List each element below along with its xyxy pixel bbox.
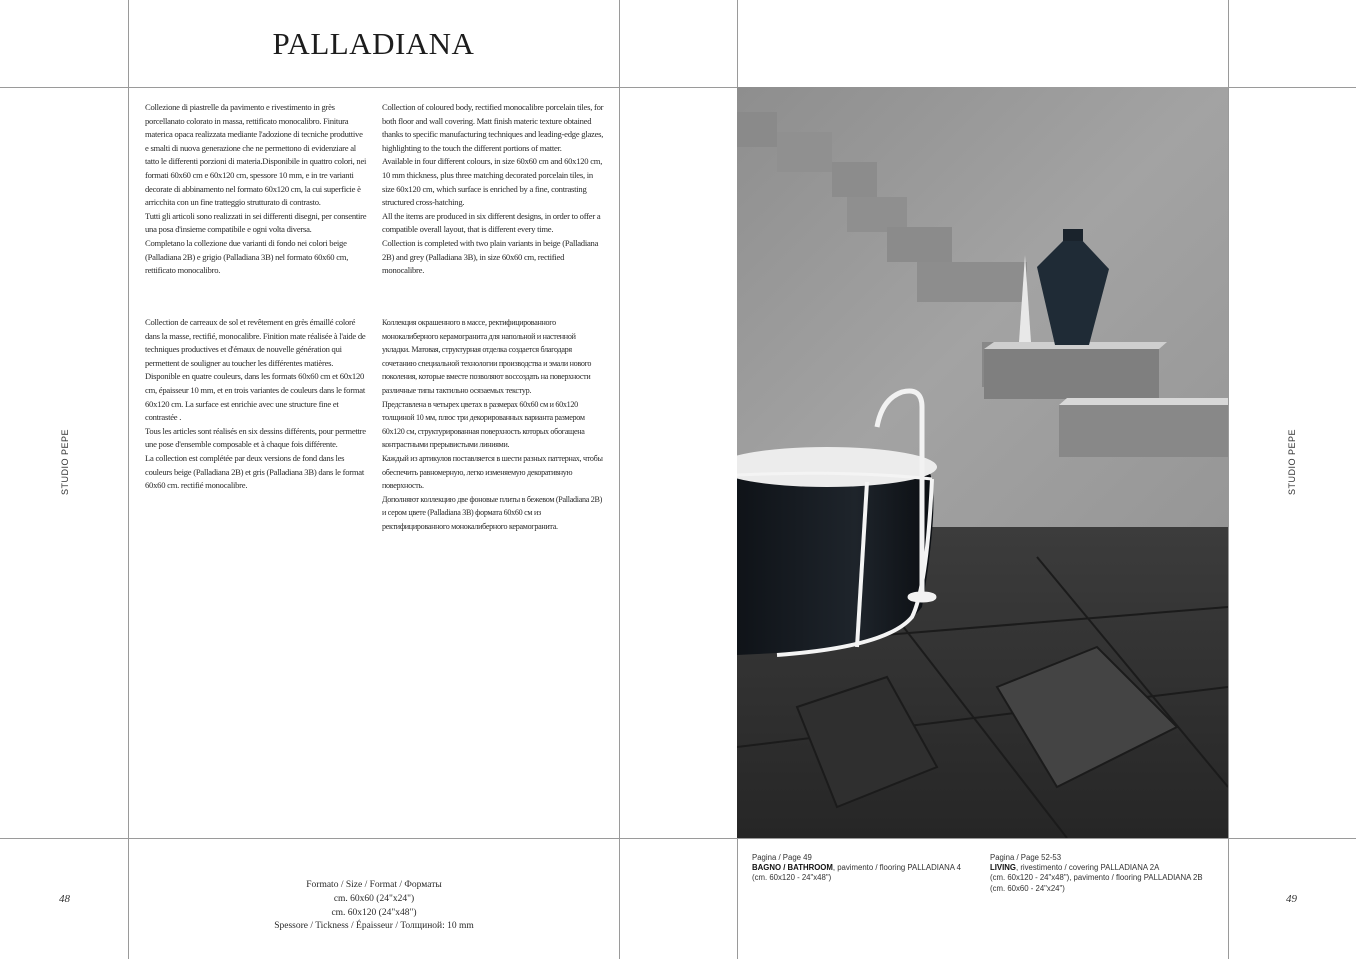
paragraph: Tous les articles sont réalisés en six dessins différents, pour permettre une pose d'ensemble composable et à chaque fois différente. bbox=[145, 425, 366, 450]
format-line: cm. 60x60 (24"x24") bbox=[333, 893, 415, 904]
format-info bbox=[250, 879, 498, 934]
caption-page-ref: Pagina / Page 49 bbox=[752, 853, 812, 862]
paragraph: Представлена в четырех цветах в размерах 60x60 см и 60x120 толщиной 10 мм, плюс три декорированных варианта размером 60x120 см, структурированная поверхность которых обогащена контрастными прерывистыми линиями. bbox=[382, 399, 585, 450]
paragraph: Completano la collezione due varianti di fondo nei colori beige (Palladiana 2B) e grigio (Palladiana 3B) nel formato 60x60 cm, rettificato monocalibro. bbox=[145, 237, 349, 276]
paragraph: Collection de carreaux de sol et revêtement en grès émaillé coloré dans la masse, rectifié, monocalibre. Finition mate réalisée à l'aide de techniques productives et d'émaux de nouvelle génération qui permettent de souligner au toucher les différentes matières. bbox=[145, 317, 366, 368]
photo-caption-1 bbox=[752, 853, 972, 884]
page-title: PALLADIANA bbox=[272, 26, 475, 61]
paragraph: All the items are produced in six different designs, in order to offer a compatible overall layout, that is different every time. bbox=[382, 210, 601, 235]
caption-size: (cm. 60x60 - 24"x24") bbox=[990, 883, 1065, 893]
side-label-left: STUDIO PEPE bbox=[60, 429, 70, 496]
paragraph: La collection est complétée par deux versions de fond dans les couleurs beige (Palladiana 2B) et gris (Palladiana 3B) dans le format 60x60 cm. rectifié monocalibre. bbox=[145, 452, 365, 491]
french-text bbox=[145, 316, 367, 493]
caption-size: (cm. 60x120 - 24"x48") bbox=[752, 873, 832, 883]
grid-line bbox=[619, 0, 620, 959]
paragraph: Disponible en quatre couleurs, dans les formats 60x60 cm et 60x120 cm, épaisseur 10 mm, et en trois variantes de couleurs dans le format 60x120 cm. La surface est enrichie avec une structure fine et contrastée . bbox=[145, 371, 365, 423]
grid-line bbox=[128, 0, 129, 959]
side-label-right: STUDIO PEPE bbox=[1287, 429, 1297, 496]
caption-product: , pavimento / flooring PALLADIANA 4 bbox=[832, 863, 961, 873]
paragraph: Collection of coloured body, rectified monocalibre porcelain tiles, for both floor and wall covering. Matt finish materic texture obtained thanks to specific manufacturing techniques and leading-edge glazes, highlighting to the touch the different portions of matter. bbox=[382, 102, 604, 153]
caption-description bbox=[990, 863, 1225, 873]
bathroom-photo bbox=[737, 87, 1228, 838]
photo-caption-2 bbox=[990, 853, 1225, 894]
format-line: cm. 60x120 (24"x48") bbox=[331, 907, 417, 918]
russian-text bbox=[382, 316, 604, 534]
paragraph: Коллекция окрашенного в массе, ректифицированного монокалиберного керамогранита для напольной и настенной укладки. Матовая, структурная отделка создается благодаря сочетанию специальной технологии производства и эмали нового поколения, которые вместе позволяют воссоздать на поверхности различные типы тактильно осязаемых текстур. bbox=[382, 318, 592, 395]
page-number-left: 48 bbox=[59, 893, 70, 905]
format-line: Spessore / Tickness / Épaisseur / Толщиной: 10 mm bbox=[274, 921, 474, 932]
bathtub bbox=[737, 447, 937, 655]
caption-page-ref: Pagina / Page 52-53 bbox=[990, 853, 1062, 862]
caption-size: (cm. 60x120 - 24"x48"), pavimento / flooring PALLADIANA 2B bbox=[990, 873, 1203, 883]
paragraph: Дополняют коллекцию две фоновые плиты в бежевом (Palladiana 2B) и сером цвете (Palladiana 3B) формата 60x60 см из ректифицированного монокалиберного керамогранита. bbox=[382, 494, 602, 531]
grid-line bbox=[0, 838, 1356, 839]
paragraph: Collezione di piastrelle da pavimento e rivestimento in grès porcellanato colorato in massa, rettificato monocalibro. Finitura materica opaca realizzata mediante l'adozione di tecniche produttive e smalti di nuova generazione che ne permettono di evidenziare al tatto le differenti porzioni di materia.Disponibile in quattro colori, nei formati 60x60 cm e 60x120 cm, spessore 10 mm, e in tre varianti decorate di abbinamento nel formato 60x120 cm, la cui superficie è arricchita con un fine tratteggio strutturato di contrasto. bbox=[145, 102, 367, 208]
grid-line bbox=[1228, 0, 1229, 959]
page-number-right: 49 bbox=[1286, 893, 1297, 905]
english-text bbox=[382, 101, 604, 278]
paragraph: Available in four different colours, in size 60x60 cm and 60x120 cm, 10 mm thickness, plus three matching decorated porcelain tiles, in size 60x120 cm, which surface is enriched by a fine, contrasting structured cross-hatching. bbox=[382, 156, 603, 208]
format-line: Formato / Size / Format / Форматы bbox=[306, 880, 442, 890]
caption-room: BAGNO / BATHROOM bbox=[752, 863, 833, 873]
caption-room: LIVING bbox=[990, 863, 1016, 873]
paragraph: Tutti gli articoli sono realizzati in sei differenti disegni, per consentire una posa d'insieme compatibile e ogni volta diversa. bbox=[145, 210, 367, 235]
paragraph: Каждый из артикулов поставляется в шести разных паттернах, чтобы обеспечить равномерную, легко изменяемую декоративную поверхность. bbox=[382, 453, 603, 491]
italian-text bbox=[145, 101, 367, 278]
caption-product: , rivestimento / covering PALLADIANA 2A bbox=[1016, 863, 1160, 873]
paragraph: Collection is completed with two plain variants in beige (Palladiana 2B) and grey (Palladiana 3B), in size 60x60 cm, rectified monocalibre. bbox=[382, 237, 599, 276]
caption-description bbox=[752, 863, 972, 873]
